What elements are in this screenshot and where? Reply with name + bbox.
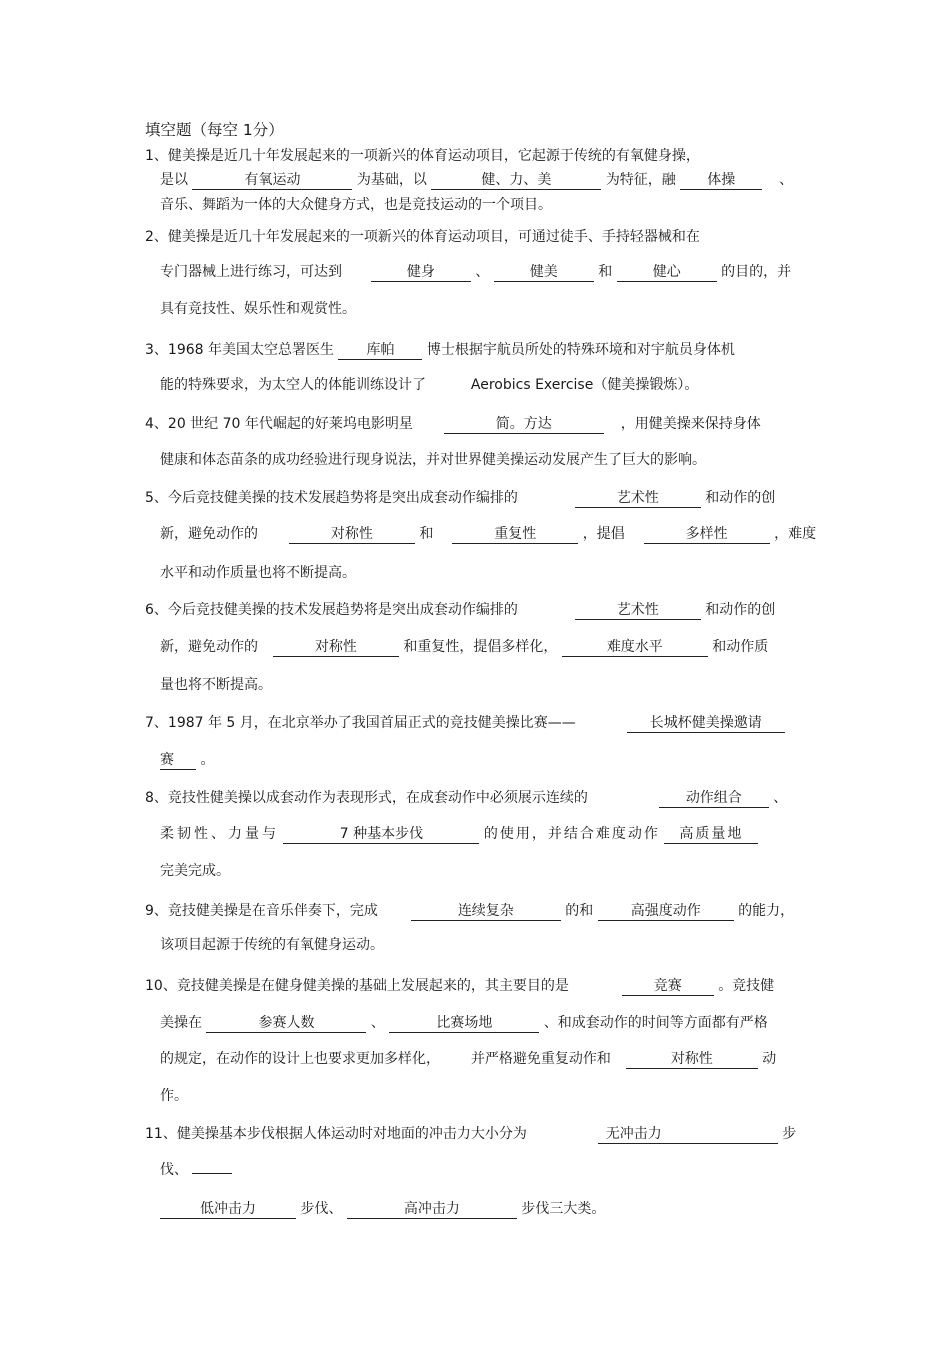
q8-line-1	[145, 788, 787, 808]
q7-blank-1-continued: 赛	[160, 752, 196, 770]
q10-text: 10、竞技健美操是在健身健美操的基础上发展起来的，其主要目的是	[145, 978, 569, 994]
q10-text: 动	[762, 1051, 777, 1067]
q7-text: 7、1987 年 5 月，在北京举办了我国首届正式的竞技健美操比赛——	[145, 715, 576, 731]
q10-blank-3: 比赛场地	[389, 1015, 539, 1033]
q9-line-1	[145, 901, 794, 921]
q2-text: 的目的，并	[721, 264, 792, 280]
q7-blank-1: 长城杯健美操邀请	[627, 715, 785, 733]
q6-line-3	[160, 675, 272, 695]
q11-text: 步伐三大类。	[521, 1201, 606, 1217]
q5-text: 和动作的创	[705, 490, 776, 506]
q10-text: 。竞技健	[718, 978, 775, 994]
q6-blank-3: 难度水平	[562, 639, 708, 657]
q2-text: 、	[475, 264, 490, 280]
section-title: 填空题（每空 1分）	[145, 121, 284, 139]
q1-line-2	[160, 170, 793, 190]
q1-blank-2: 健、力、美	[431, 172, 601, 190]
q10-blank-2: 参赛人数	[206, 1015, 366, 1033]
q1-line-1	[145, 146, 700, 166]
q8-text: 8、竞技性健美操以成套动作为表现形式，在成套动作中必须展示连续的	[145, 790, 588, 806]
q1-text: 1、健美操是近几十年发展起来的一项新兴的体育运动项目，它起源于传统的有氧健身操，	[145, 148, 700, 164]
q2-text: 具有竞技性、娱乐性和观赏性。	[160, 301, 356, 317]
q10-blank-1: 竞赛	[622, 978, 714, 996]
q5-blank-2: 对称性	[289, 526, 415, 544]
q6-blank-1: 艺术性	[575, 602, 701, 620]
q2-blank-2: 健美	[494, 264, 594, 282]
q2-line-1	[145, 227, 700, 247]
q11-text: 步	[782, 1126, 797, 1142]
q6-line-1	[145, 600, 775, 620]
q8-text: 、	[773, 790, 788, 806]
q4-text: 4、20 世纪 70 年代崛起的好莱坞电影明星	[145, 416, 413, 432]
q1-blank-3: 体操	[680, 172, 762, 190]
q6-blank-2: 对称性	[273, 639, 399, 657]
q1-blank-1: 有氧运动	[192, 172, 352, 190]
q10-line-3	[160, 1049, 776, 1069]
q9-text: 的和	[565, 903, 594, 919]
q5-line-1	[145, 488, 775, 508]
q2-text: 2、健美操是近几十年发展起来的一项新兴的体育运动项目，可通过徒手、手持轻器械和在	[145, 229, 700, 245]
q11-line-1	[145, 1124, 796, 1144]
q3-text: 能的特殊要求，为太空人的体能训练设计了	[160, 377, 426, 393]
q4-text: 健康和体态苗条的成功经验进行现身说法，并对世界健美操运动发展产生了巨大的影响。	[160, 452, 706, 468]
q6-text: 和重复性，提倡多样化，	[403, 639, 558, 655]
q11-line-2	[160, 1160, 232, 1180]
q5-text: 和	[419, 526, 434, 542]
q7-text: 。	[200, 752, 215, 768]
q5-text: 新，避免动作的	[160, 526, 258, 542]
q11-blank-line	[192, 1173, 232, 1174]
q6-text: 和动作质	[712, 639, 769, 655]
q5-blank-1: 艺术性	[575, 490, 701, 508]
q2-text: 和	[598, 264, 613, 280]
q10-line-2	[160, 1013, 768, 1033]
q11-blank-3: 高冲击力	[347, 1201, 517, 1219]
q5-text: ，提倡	[582, 526, 625, 542]
q8-blank-3: 高质量地	[664, 826, 758, 844]
q3-line-2	[160, 375, 698, 395]
q6-line-2	[160, 637, 768, 657]
q10-line-4	[160, 1086, 188, 1106]
q11-blank-1: 无冲击力	[598, 1126, 778, 1144]
q11-text: 11、健美操基本步伐根据人体运动时对地面的冲击力大小分为	[145, 1126, 527, 1142]
q7-line-1	[145, 713, 785, 733]
q8-blank-1: 动作组合	[659, 790, 769, 808]
q1-line-3	[160, 195, 552, 215]
q6-text: 6、今后竞技健美操的技术发展趋势将是突出成套动作编排的	[145, 602, 518, 618]
q10-text: 并严格避免重复动作和	[470, 1051, 611, 1067]
q5-blank-3: 重复性	[452, 526, 578, 544]
q8-blank-2: 7 种基本步伐	[283, 826, 479, 844]
q8-line-3	[160, 861, 230, 881]
q8-text: 完美完成。	[160, 863, 230, 879]
q7-line-2	[160, 750, 214, 770]
q3-blank-1: 库帕	[338, 342, 422, 360]
q10-blank-4: 对称性	[626, 1051, 758, 1069]
q10-text: 、和成套动作的时间等方面都有严格	[543, 1015, 768, 1031]
q6-text: 量也将不断提高。	[160, 677, 272, 693]
q10-text: 美操在	[160, 1015, 202, 1031]
q8-text: 的使用，并结合难度动作	[483, 826, 660, 842]
q5-line-2	[160, 524, 816, 544]
q9-blank-2: 高强度动作	[598, 903, 734, 921]
q2-line-2	[160, 262, 791, 282]
q3-text: 3、1968 年美国太空总署医生	[145, 342, 334, 358]
q1-text: 音乐、舞蹈为一体的大众健身方式，也是竞技运动的一个项目。	[160, 197, 552, 213]
q11-text: 伐、	[160, 1162, 188, 1178]
q3-text: 博士根据宇航员所处的特殊环境和对宇航员身体机	[426, 342, 735, 358]
q9-line-2	[160, 935, 384, 955]
q6-text: 新，避免动作的	[160, 639, 258, 655]
q10-text: 的规定，在动作的设计上也要求更加多样化，	[160, 1051, 440, 1067]
q3-line-1	[145, 340, 735, 360]
q2-blank-3: 健心	[617, 264, 717, 282]
q5-text: 水平和动作质量也将不断提高。	[160, 565, 356, 581]
q5-text: ，难度	[774, 526, 817, 542]
q9-text: 的能力，	[738, 903, 795, 919]
q9-blank-1: 连续复杂	[411, 903, 561, 921]
q10-text: 、	[370, 1015, 385, 1031]
q5-text: 5、今后竞技健美操的技术发展趋势将是突出成套动作编排的	[145, 490, 518, 506]
q6-text: 和动作的创	[705, 602, 776, 618]
q4-text: ，用健美操来保持身体	[620, 416, 761, 432]
q11-text: 步伐、	[300, 1201, 343, 1217]
q2-line-3	[160, 299, 356, 319]
q1-text: 为基础，以	[356, 172, 427, 188]
q8-text: 柔韧性、力量与	[160, 826, 279, 842]
q2-text: 专门器械上进行练习，可达到	[160, 264, 342, 280]
q5-line-3	[160, 563, 356, 583]
q10-text: 作。	[160, 1088, 188, 1104]
q9-text: 该项目起源于传统的有氧健身运动。	[160, 937, 384, 953]
q9-text: 9、竞技健美操是在音乐伴奏下，完成	[145, 903, 378, 919]
q4-line-2	[160, 450, 706, 470]
q10-line-1	[145, 976, 774, 996]
q2-blank-1: 健身	[371, 264, 471, 282]
q4-blank-1: 简。方达	[444, 416, 604, 434]
q5-blank-4: 多样性	[644, 526, 770, 544]
q1-text: 是以	[160, 172, 188, 188]
q8-line-2	[160, 824, 758, 844]
q4-line-1	[145, 414, 761, 434]
q11-line-3	[160, 1199, 605, 1219]
q1-text: 、	[779, 172, 794, 188]
q1-text: 为特征，融	[605, 172, 676, 188]
q11-blank-2: 低冲击力	[160, 1201, 296, 1219]
q3-text: Aerobics Exercise（健美操锻炼）。	[470, 377, 699, 393]
